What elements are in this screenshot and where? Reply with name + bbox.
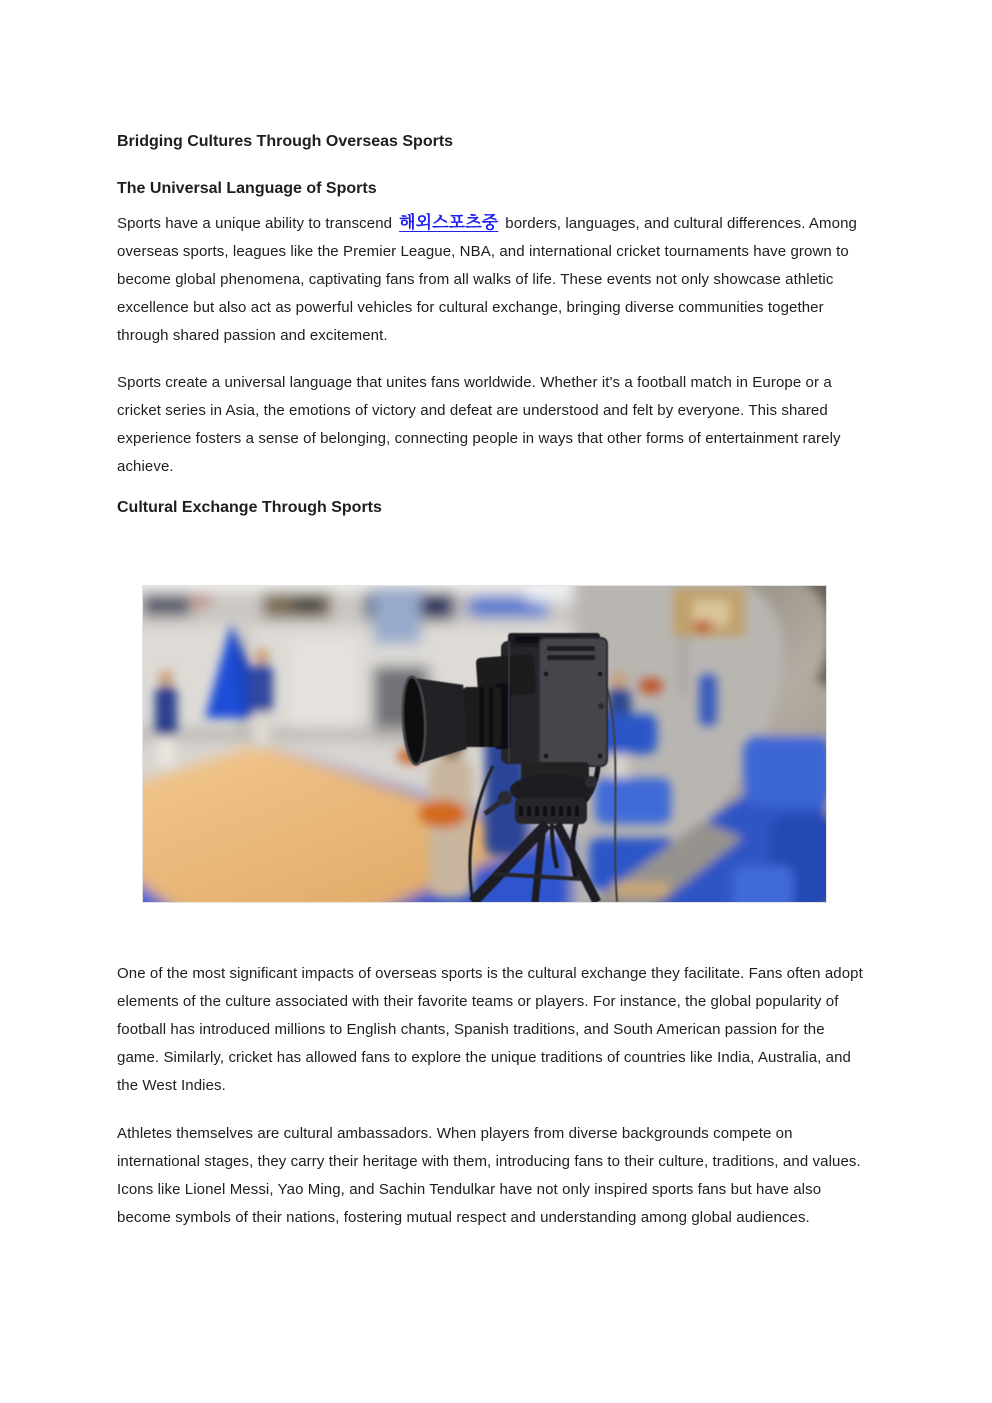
paragraph-intro-before-link: Sports have a unique ability to transcend — [117, 215, 393, 232]
paragraph-athletes-ambassadors: Athletes themselves are cultural ambassadors. When players from diverse backgrounds compete on international stages, they carry their heritage with them, introducing fans to their culture, traditions, and values. Icons like Lionel Messi, Yao Ming, and Sachin Tendulkar have not only inspired sports fans but have also become symbols of their nations, fostering mutual respect and understanding among global audiences. — [117, 1125, 861, 1226]
korean-hyperlink[interactable]: 해외스포츠중 — [399, 213, 499, 232]
paragraph-universal-language: Sports create a universal language that unites fans worldwide. Whether it's a football match in Europe or a cricket series in Asia, the emotions of victory and defeat are understood and felt by everyone. This shared experience fosters a sense of belonging, connecting people in ways that other forms of entertainment rarely achieve. — [117, 374, 841, 475]
section-heading-universal-language: The Universal Language of Sports — [117, 180, 377, 197]
paragraph-intro-after-link: borders, languages, and cultural differences. Among overseas sports, leagues like the Premier League, NBA, and international cricket tournaments have grown to become global phenomena, captivating fans from all walks of life. These events not only showcase athletic excellence but also act as powerful vehicles for cultural exchange, bringing diverse communities together through shared passion and excitement. — [117, 215, 857, 344]
paragraph-cultural-impact: One of the most significant impacts of overseas sports is the cultural exchange they facilitate. Fans often adopt elements of the culture associated with their favorite teams or players. For instance, the global popularity of football has introduced millions to English chants, Spanish traditions, and South American passion for the game. Similarly, cricket has allowed fans to explore the unique traditions of countries like India, Australia, and the West Indies. — [117, 965, 863, 1094]
document-title: Bridging Cultures Through Overseas Sports — [117, 133, 454, 150]
courtside-camera-photo — [142, 585, 827, 903]
section-heading-cultural-exchange: Cultural Exchange Through Sports — [117, 499, 382, 516]
camera-photo-illustration — [143, 586, 826, 902]
paragraph-intro — [117, 209, 865, 350]
